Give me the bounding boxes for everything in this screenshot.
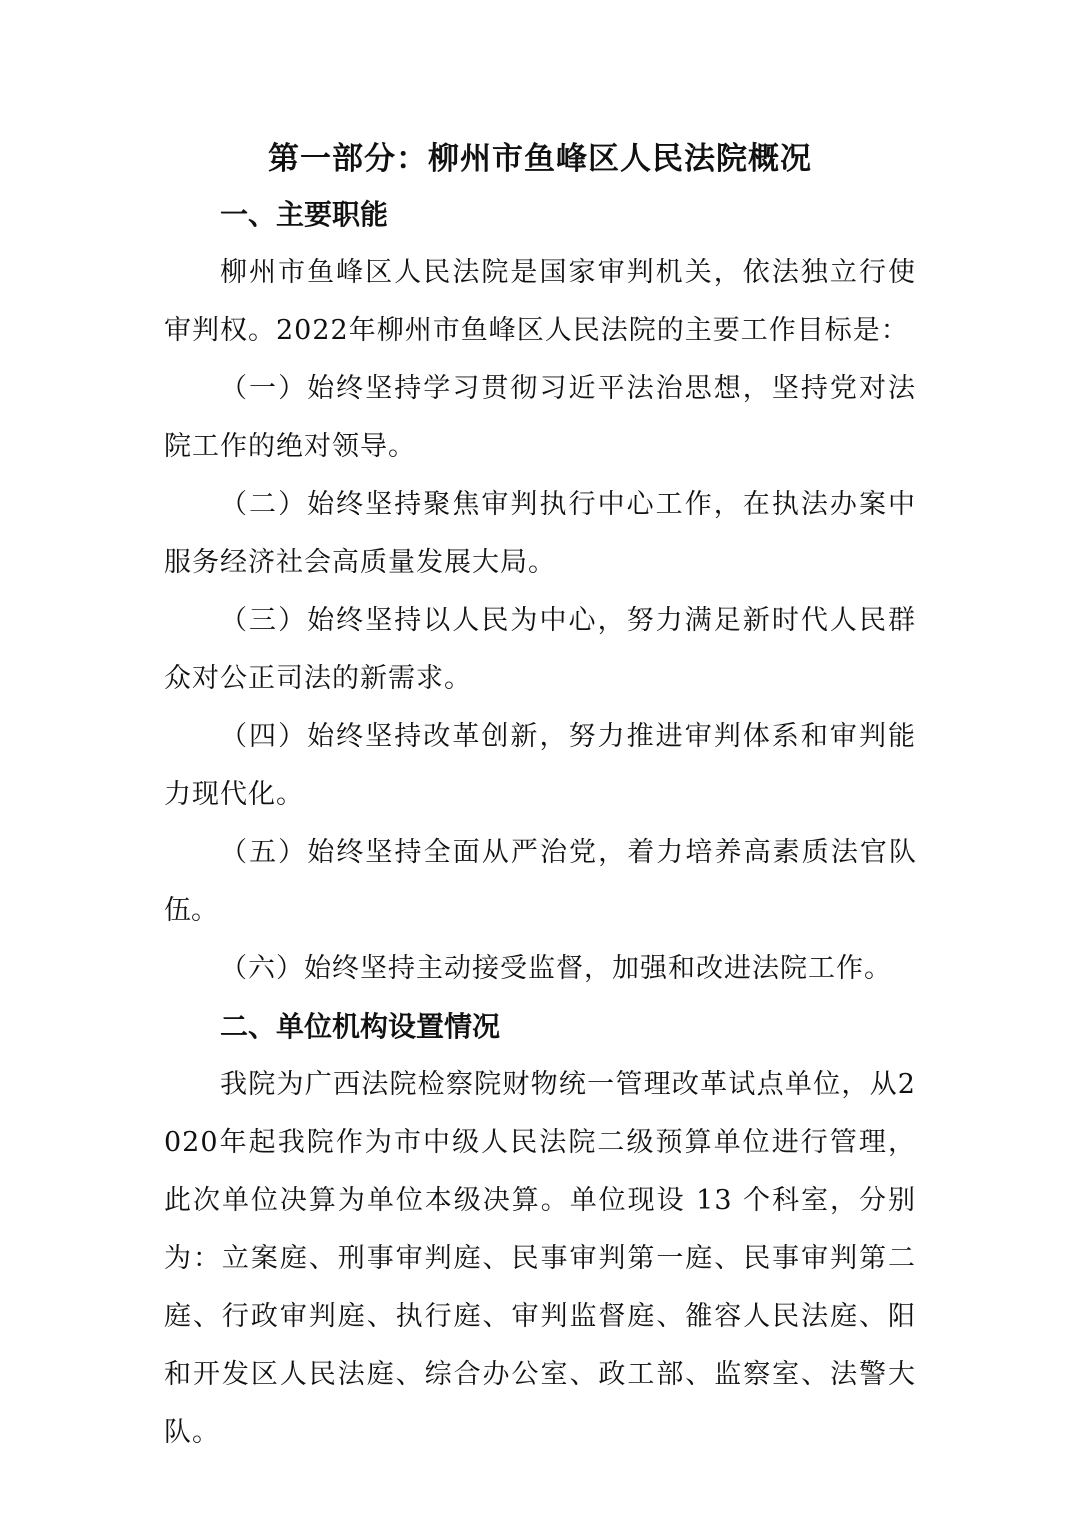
work-goal-item-1: （一）始终坚持学习贯彻习近平法治思想，坚持党对法院工作的绝对领导。 [164, 373, 916, 462]
work-goal-item-5: （五）始终坚持全面从严治党，着力培养高素质法官队伍。 [164, 837, 916, 926]
document-content [164, 132, 916, 1462]
work-goal-item-4: （四）始终坚持改革创新，努力推进审判体系和审判能力现代化。 [164, 721, 916, 810]
work-goal-item-3: （三）始终坚持以人民为中心，努力满足新时代人民群众对公正司法的新需求。 [164, 605, 916, 694]
section-heading-organization: 二、单位机构设置情况 [220, 1010, 501, 1043]
work-goal-item-6: （六）始终坚持主动接受监督，加强和改进法院工作。 [220, 953, 892, 984]
organization-body: 我院为广西法院检察院财物统一管理改革试点单位，从2020年起我院作为市中级人民法院二级预算单位进行管理，此次单位决算为单位本级决算。单位现设 13 个科室，分别为：立案庭、刑事审判庭、民事审判第一庭、民事审判第二庭、行政审判庭、执行庭、审判监督庭、雒容人民法庭、阳和开发区人民法庭、综合办公室、政工部、监察室、法警大队。 [164, 1069, 916, 1448]
work-goal-item-2: （二）始终坚持聚焦审判执行中心工作，在执法办案中服务经济社会高质量发展大局。 [164, 489, 916, 578]
section-heading-main-functions: 一、主要职能 [220, 198, 389, 231]
page-title: 第一部分：柳州市鱼峰区人民法院概况 [268, 141, 812, 177]
main-functions-intro: 柳州市鱼峰区人民法院是国家审判机关，依法独立行使审判权。2022年柳州市鱼峰区人民法院的主要工作目标是： [164, 257, 916, 346]
